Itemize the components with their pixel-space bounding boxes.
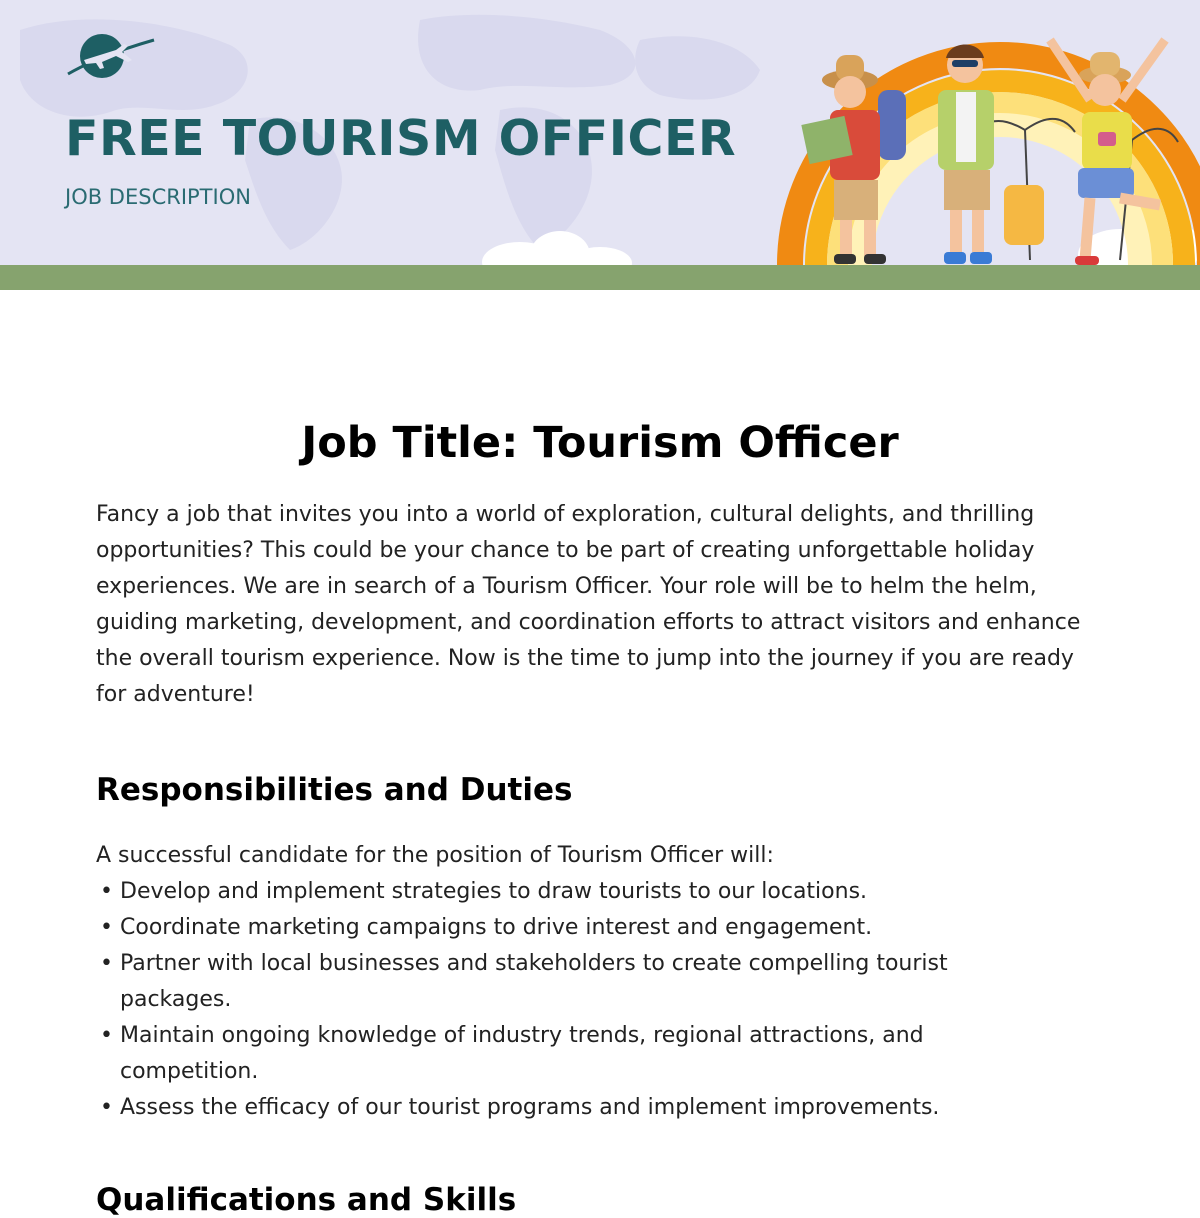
responsibilities-heading: Responsibilities and Duties <box>96 772 573 808</box>
list-item: • Maintain ongoing knowledge of industry trends, regional attractions, and competition. <box>96 1018 996 1090</box>
tourists-illustration <box>760 20 1200 265</box>
airplane-globe-icon <box>62 30 158 86</box>
intro-paragraph: Fancy a job that invites you into a world of exploration, cultural delights, and thrilling opportunities? This could be your chance to be part of creating unforgettable holiday experiences. We are in search of a Tourism Officer. Your role will be to helm the helm, guiding marketing, development, and coordination efforts to attract visitors and enhance the overall tourism experience. Now is the time to jump into the journey if you are ready for adventure! <box>96 502 1081 707</box>
responsibilities-lead: A successful candidate for the position of Tourism Officer will: <box>96 843 774 868</box>
list-item: • Coordinate marketing campaigns to drive interest and engagement. <box>96 910 996 946</box>
brand-subtitle: JOB DESCRIPTION <box>65 185 251 209</box>
list-item: • Assess the efficacy of our tourist programs and implement improvements. <box>96 1090 996 1126</box>
list-item: • Develop and implement strategies to draw tourists to our locations. <box>96 874 996 910</box>
qualifications-heading: Qualifications and Skills <box>96 1182 517 1218</box>
header-banner <box>0 0 1200 265</box>
responsibilities-list <box>96 874 996 1126</box>
list-item: • Partner with local businesses and stakeholders to create compelling tourist packages. <box>96 946 996 1018</box>
grass-strip <box>0 265 1200 290</box>
job-title: Job Title: Tourism Officer <box>301 418 899 468</box>
brand-title: FREE TOURISM OFFICER <box>65 110 737 167</box>
